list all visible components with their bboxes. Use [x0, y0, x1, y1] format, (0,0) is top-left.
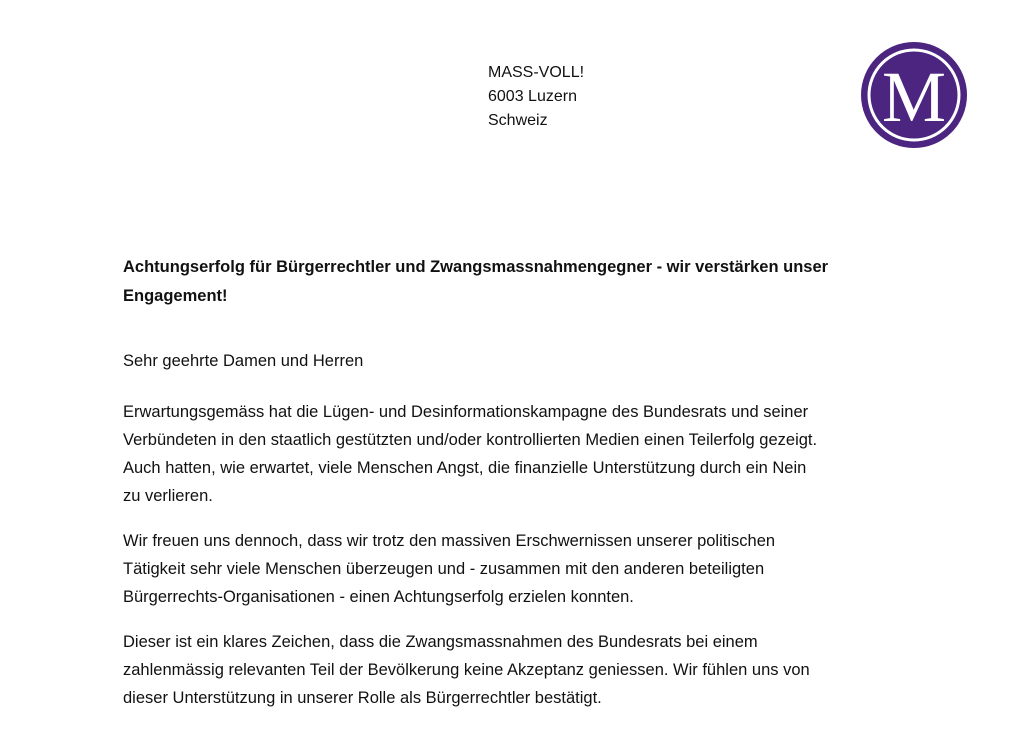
paragraph-line: Bürgerrechts-Organisationen - einen Achtungserfolg erzielen konnten.	[123, 588, 634, 606]
paragraph-line: Erwartungsgemäss hat die Lügen- und Desinformationskampagne des Bundesrats und seiner	[123, 403, 809, 421]
paragraph-line: Tätigkeit sehr viele Menschen überzeugen und - zusammen mit den anderen beteiligten	[123, 560, 765, 578]
sender-address	[488, 61, 584, 133]
paragraph-3	[123, 628, 953, 712]
paragraph-line: Wir freuen uns dennoch, dass wir trotz den massiven Erschwernissen unserer politischen	[123, 532, 776, 550]
sender-country: Schweiz	[488, 112, 548, 129]
sender-city: 6003 Luzern	[488, 88, 577, 105]
headline-line-2: Engagement!	[123, 287, 228, 305]
headline-line-1: Achtungserfolg für Bürgerrechtler und Zwangsmassnahmengegner - wir verstärken unser	[123, 258, 829, 276]
sender-name: MASS-VOLL!	[488, 64, 585, 81]
paragraph-line: zu verlieren.	[123, 487, 213, 505]
paragraph-2	[123, 527, 953, 611]
paragraph-line: Auch hatten, wie erwartet, viele Menschen Angst, die finanzielle Unterstützung durch ein Nein	[123, 459, 807, 477]
paragraph-line: Verbündeten in den staatlich gestützten und/oder kontrollierten Medien einen Teilerfolg gezeigt.	[123, 431, 818, 449]
paragraph-line: dieser Unterstützung in unserer Rolle als Bürgerrechtler bestätigt.	[123, 689, 602, 707]
paragraph-line: zahlenmässig relevanten Teil der Bevölkerung keine Akzeptanz geniessen. Wir fühlen uns von	[123, 661, 810, 679]
logo-letter: M	[881, 57, 947, 137]
paragraph-line: Dieser ist ein klares Zeichen, dass die Zwangsmassnahmen des Bundesrats bei einem	[123, 633, 758, 651]
paragraph-1	[123, 398, 953, 510]
mass-voll-logo-icon	[860, 41, 968, 149]
salutation: Sehr geehrte Damen und Herren	[123, 352, 364, 370]
letter-headline	[123, 253, 913, 311]
